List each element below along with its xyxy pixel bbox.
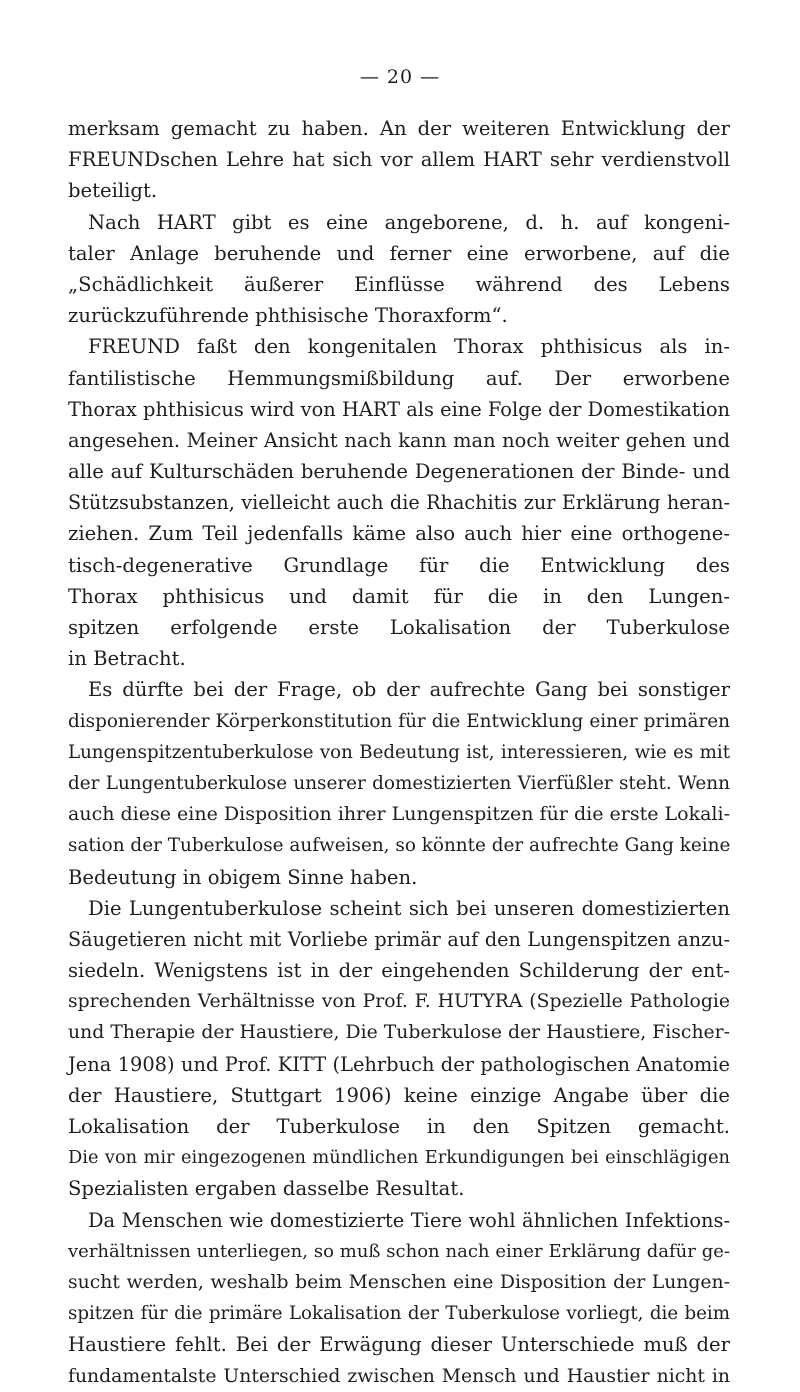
text-line: FREUNDschen Lehre hat sich vor allem HART sehr verdienstvoll xyxy=(68,148,730,172)
text-line: und Therapie der Haustiere, Die Tuberkulose der Haustiere, Fischer- xyxy=(68,1022,730,1044)
text-line: sprechenden Verhältnisse von Prof. F. HUTYRA (Spezielle Pathologie xyxy=(68,991,730,1013)
text-line: fantilistische Hemmungsmißbildung auf. Der erworbene xyxy=(68,366,730,390)
text-line: Lokalisation der Tuberkulose in den Spitzen gemacht. xyxy=(68,1115,730,1138)
text-line: der Haustiere, Stuttgart 1906) keine einzige Angabe über die xyxy=(68,1083,730,1107)
text-line: Es dürfte bei der Frage, ob der aufrechte Gang bei sonstiger xyxy=(88,678,730,702)
text-line: spitzen für die primäre Lokalisation der Tuberkulose vorliegt, die beim xyxy=(68,1303,730,1325)
text-line: Spezialisten ergaben dasselbe Resultat. xyxy=(68,1177,465,1201)
text-line: zurückzuführende phthisische Thoraxform“. xyxy=(68,304,508,328)
text-line: beteiligt. xyxy=(68,179,158,203)
text-line: siedeln. Wenigstens ist in der eingehenden Schilderung der ent- xyxy=(68,959,730,983)
text-line: Säugetieren nicht mit Vorliebe primär auf den Lungenspitzen anzu- xyxy=(68,927,730,951)
page-number: — 20 — xyxy=(359,66,441,88)
text-line: Haustiere fehlt. Bei der Erwägung dieser Unterschiede muß der xyxy=(68,1333,730,1357)
body-text xyxy=(68,113,730,1392)
text-line: Bedeutung in obigem Sinne haben. xyxy=(68,865,418,889)
text-line: Die von mir eingezogenen mündlichen Erkundigungen bei einschlägigen xyxy=(68,1147,730,1169)
text-line: Die Lungentuberkulose scheint sich bei unseren domestizierten xyxy=(88,896,730,920)
text-line: disponierender Körperkonstitution für die Entwicklung einer primären xyxy=(68,710,730,732)
text-line: FREUND faßt den kongenitalen Thorax phthisicus als in- xyxy=(88,335,730,359)
text-line: in Betracht. xyxy=(68,647,186,671)
text-line: angesehen. Meiner Ansicht nach kann man noch weiter gehen und xyxy=(68,428,730,452)
text-line: spitzen erfolgende erste Lokalisation der Tuberkulose xyxy=(68,616,730,639)
text-line: auch diese eine Disposition ihrer Lungenspitzen für die erste Lokali- xyxy=(68,803,730,826)
text-line: der Lungentuberkulose unserer domestizierten Vierfüßler steht. Wenn xyxy=(68,772,730,794)
text-line: Stützsubstanzen, vielleicht auch die Rhachitis zur Erklärung heran- xyxy=(68,491,730,515)
text-line: sation der Tuberkulose aufweisen, so könnte der aufrechte Gang keine xyxy=(68,835,731,857)
text-line: Lungenspitzentuberkulose von Bedeutung ist, interessieren, wie es mit xyxy=(68,741,730,763)
text-line: fundamentalste Unterschied zwischen Mensch und Haustier nicht in xyxy=(68,1365,730,1387)
text-line: Thorax phthisicus wird von HART als eine Folge der Domestikation xyxy=(68,397,731,421)
text-line: „Schädlichkeit äußerer Einflüsse während des Lebens xyxy=(68,272,730,296)
text-line: Thorax phthisicus und damit für die in den Lungen- xyxy=(68,584,730,608)
text-line: merksam gemacht zu haben. An der weiteren Entwicklung der xyxy=(68,117,730,140)
text-line: sucht werden, weshalb beim Menschen eine Disposition der Lungen- xyxy=(68,1271,730,1293)
text-line: taler Anlage beruhende und ferner eine erworbene, auf die xyxy=(68,241,730,265)
text-line: ziehen. Zum Teil jedenfalls käme also auch hier eine orthogene- xyxy=(68,522,730,546)
text-line: Nach HART gibt es eine angeborene, d. h. auf kongeni- xyxy=(88,210,730,234)
text-line: verhältnissen unterliegen, so muß schon nach einer Erklärung dafür ge- xyxy=(68,1240,730,1262)
text-line: Jena 1908) und Prof. KITT (Lehrbuch der pathologischen Anatomie xyxy=(68,1052,730,1076)
text-line: alle auf Kulturschäden beruhende Degenerationen der Binde- und xyxy=(68,460,730,484)
text-line: Da Menschen wie domestizierte Tiere wohl ähnlichen Infektions- xyxy=(88,1208,730,1232)
text-line: tisch-degenerative Grundlage für die Entwicklung des xyxy=(68,553,730,577)
